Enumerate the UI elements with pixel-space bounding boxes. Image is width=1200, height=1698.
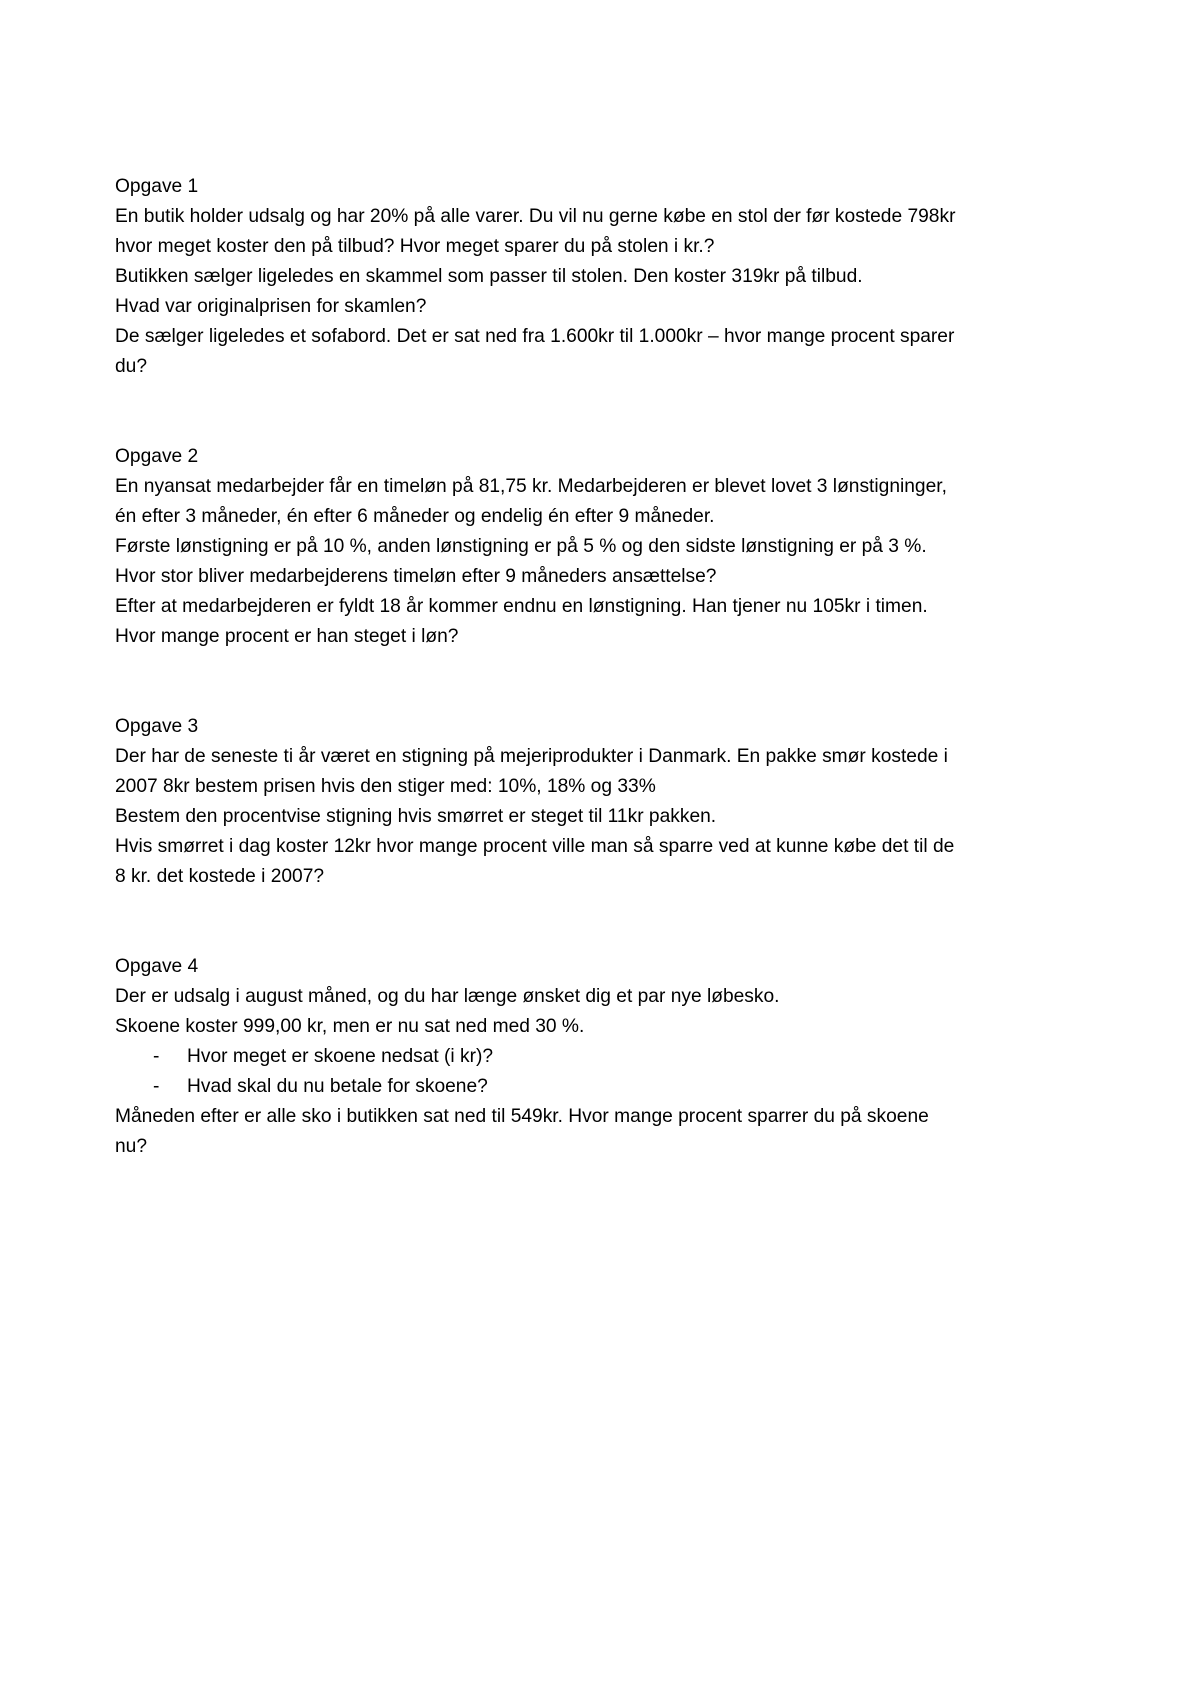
task-text-line: Der er udsalg i august måned, og du har længe ønsket dig et par nye løbesko.	[115, 986, 780, 1007]
task-heading: Opgave 4	[115, 956, 199, 977]
task-2	[115, 442, 1105, 652]
task-text-line: En nyansat medarbejder får en timeløn på 81,75 kr. Medarbejderen er blevet lovet 3 lønstigninger,	[115, 476, 947, 497]
task-text-line: Hvor mange procent er han steget i løn?	[115, 626, 459, 647]
task-text-line: du?	[115, 356, 148, 377]
task-heading: Opgave 2	[115, 446, 199, 467]
task-text-line: Der har de seneste ti år været en stigning på mejeriprodukter i Danmark. En pakke smør kostede i	[115, 746, 948, 767]
task-text-line: nu?	[115, 1136, 148, 1157]
task-text-line: Skoene koster 999,00 kr, men er nu sat ned med 30 %.	[115, 1016, 585, 1037]
task-text-line: Bestem den procentvise stigning hvis smørret er steget til 11kr pakken.	[115, 806, 717, 827]
document-page	[115, 172, 1105, 1162]
task-heading: Opgave 1	[115, 176, 199, 197]
task-text-line: Hvor stor bliver medarbejderens timeløn efter 9 måneders ansættelse?	[115, 566, 717, 587]
task-text-line: En butik holder udsalg og har 20% på alle varer. Du vil nu gerne købe en stol der før kostede 798kr	[115, 206, 956, 227]
task-text-line: Efter at medarbejderen er fyldt 18 år kommer endnu en lønstigning. Han tjener nu 105kr i timen.	[115, 596, 928, 617]
task-text-line: Hvis smørret i dag koster 12kr hvor mange procent ville man så sparre ved at kunne købe det til de	[115, 836, 955, 857]
task-4	[115, 952, 1105, 1162]
task-text-line: Første lønstigning er på 10 %, anden lønstigning er på 5 % og den sidste lønstigning er på 3 %.	[115, 536, 927, 557]
list-item	[115, 1042, 1105, 1072]
task-text-line: De sælger ligeledes et sofabord. Det er sat ned fra 1.600kr til 1.000kr – hvor mange procent sparer	[115, 326, 955, 347]
task-3	[115, 712, 1105, 892]
task-text-line: 2007 8kr bestem prisen hvis den stiger med: 10%, 18% og 33%	[115, 776, 656, 797]
task-text-line: Hvad var originalprisen for skamlen?	[115, 296, 427, 317]
bullet-text: Hvor meget er skoene nedsat (i kr)?	[187, 1046, 494, 1067]
bullet-text: Hvad skal du nu betale for skoene?	[187, 1076, 488, 1097]
task-text-line: 8 kr. det kostede i 2007?	[115, 866, 325, 887]
task-text-line: Butikken sælger ligeledes en skammel som passer til stolen. Den koster 319kr på tilbud.	[115, 266, 863, 287]
task-text-line: Måneden efter er alle sko i butikken sat ned til 549kr. Hvor mange procent sparrer du på skoene	[115, 1106, 929, 1127]
task-heading: Opgave 3	[115, 716, 199, 737]
list-item	[115, 1072, 1105, 1102]
bullet-dash: -	[153, 1046, 160, 1067]
task-text-line: hvor meget koster den på tilbud? Hvor meget sparer du på stolen i kr.?	[115, 236, 715, 257]
task-1	[115, 172, 1105, 382]
bullet-list	[115, 1042, 1105, 1102]
bullet-dash: -	[153, 1076, 160, 1097]
task-text-line: én efter 3 måneder, én efter 6 måneder og endelig én efter 9 måneder.	[115, 506, 715, 527]
